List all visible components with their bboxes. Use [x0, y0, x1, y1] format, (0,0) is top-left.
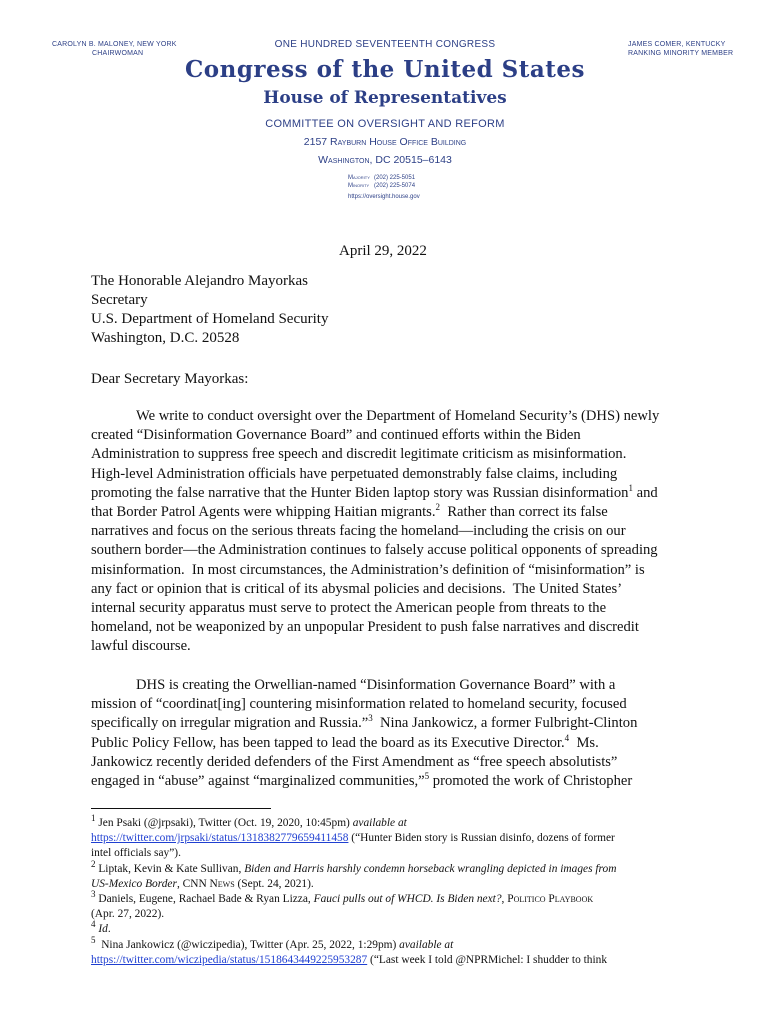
majority-label: Majority [348, 175, 370, 181]
footnote-number: 2 [91, 858, 96, 869]
text-line: misinformation. In most circumstances, the Administration’s definition of “misinformation” is [91, 561, 645, 578]
text-segment: engaged in “abuse” against “marginalized communities,” [91, 773, 425, 790]
footnote-4: $^4$ Id. [91, 919, 111, 936]
text-segment: promoting the false narrative that the Hunter Biden laptop story was Russian disinformation [91, 484, 629, 501]
footnote-3-cont: (Apr. 27, 2022). [91, 908, 165, 921]
footnote-ref-4: 4 [564, 732, 570, 743]
footnote-2-cont [91, 877, 691, 892]
text-segment: Nina Jankowicz, a former Fulbright-Clinton [372, 715, 638, 732]
footnote-text: (“Last week I told @NPRMichel: I shudder to think [367, 953, 608, 966]
text-line [91, 503, 685, 522]
footnote-text: Liptak, Kevin & Kate Sullivan, [95, 862, 245, 875]
text-line: lawful discourse. [91, 638, 191, 655]
text-line: internal security apparatus must serve to protect the American people from threats to the [91, 600, 607, 617]
text-segment: specifically on irregular migration and Russia.” [91, 715, 369, 732]
minority-label: Minority [348, 183, 370, 189]
text-line: any fact or opinion that is critical of its abysmal policies and decisions. The United States’ [91, 580, 623, 597]
footnote-text: Politico Playbook [507, 893, 594, 906]
recipient-address [91, 272, 328, 348]
text-line: mission of “coordinat[ing] countering misinformation related to homeland security, focused [91, 696, 627, 713]
majority-phone: (202) 225-5051 [374, 175, 416, 181]
footnote-text: , CNN [176, 877, 210, 890]
paragraph-2 [91, 676, 685, 791]
footnote-text: (Sept. 24, 2021). [234, 877, 314, 890]
committee-name: COMMITTEE ON OVERSIGHT AND REFORM [265, 118, 505, 130]
recipient-line: U.S. Department of Homeland Security [91, 311, 329, 327]
text-line: High-level Administration officials have perpetuated demonstrably false claims, including [91, 465, 618, 482]
footnote-text: available at [352, 817, 407, 829]
footnote-text: News [209, 877, 235, 890]
recipient-line: The Honorable Alejandro Mayorkas [91, 273, 309, 289]
footnote-number: 4 [91, 919, 96, 930]
footnote-5-cont [91, 953, 691, 968]
paragraph-1 [91, 407, 685, 657]
footnote-number: 1 [91, 813, 96, 824]
chair-title: CHAIRWOMAN [92, 50, 144, 57]
footnote-ref-3: 3 [368, 713, 373, 724]
chair-name: CAROLYN B. MALONEY, NEW YORK [52, 41, 177, 48]
letter-date: April 29, 2022 [339, 243, 427, 259]
committee-address-1: 2157 Rayburn House Office Building [303, 136, 467, 148]
footnote-text: Jen Psaki (@jrpsaki), Twitter (Oct. 19, 2020, 10:45pm) [95, 817, 353, 829]
text-line: created “Disinformation Governance Board” and continued efforts within the Biden [91, 427, 581, 444]
text-line: We write to conduct oversight over the Department of Homeland Security’s (DHS) newly [136, 408, 660, 424]
text-line [91, 772, 685, 791]
footnote-text: (“Hunter Biden story is Russian disinfo, dozens of former [348, 832, 615, 845]
committee-address-2: Washington, DC 20515–6143 [318, 154, 452, 166]
footnote-text: Daniels, Eugene, Rachael Bade & Ryan Lizza, [95, 893, 314, 906]
footnote-ref-5: 5 [424, 771, 430, 782]
recipient-line: Secretary [91, 292, 148, 308]
text-line [91, 484, 685, 503]
house-title: House of Representatives [263, 88, 507, 108]
footnote-ref-2: 2 [435, 502, 441, 513]
congress-heading: ONE HUNDRED SEVENTEENTH CONGRESS [274, 39, 496, 50]
salutation: Dear Secretary Mayorkas: [91, 371, 249, 387]
text-line: narratives and focus on the serious threats facing the homeland—including the crisis on our [91, 523, 626, 540]
footnote-5 [91, 934, 691, 953]
text-line: DHS is creating the Orwellian-named “Disinformation Governance Board” with a [136, 677, 616, 693]
footnote-text: available at [399, 938, 454, 951]
footnote-divider [91, 808, 271, 809]
minority-phone: (202) 225-5074 [374, 183, 416, 189]
footnote-number: 3 [91, 889, 96, 900]
footnote-1-link[interactable]: https://twitter.com/jrpsaki/status/1318382779659411458 [91, 832, 349, 845]
committee-website: https://oversight.house.gov [348, 194, 420, 200]
footnote-text: US-Mexico Border [91, 877, 177, 890]
recipient-line: Washington, D.C. 20528 [91, 330, 240, 346]
footnote-5-link[interactable]: https://twitter.com/wiczipedia/status/1518643449225953287 [91, 953, 368, 966]
text-line: southern border—the Administration continues to falsely accuse political opponents of spreading [91, 542, 658, 559]
footnote-3 [91, 889, 691, 907]
text-segment: that Border Patrol Agents were whipping Haitian migrants. [91, 504, 436, 521]
footnotes [91, 813, 691, 968]
footnote-text: Nina Jankowicz (@wiczipedia), Twitter (Apr. 25, 2022, 1:29pm) [95, 938, 400, 951]
ranking-title: RANKING MINORITY MEMBER [628, 50, 734, 57]
text-segment: Public Policy Fellow, has been tapped to lead the board as its Executive Director. [91, 734, 565, 751]
footnote-1-cont: intel officials say”). [91, 847, 181, 860]
footnote-2 [91, 858, 691, 877]
footnote-text: , [501, 893, 508, 906]
text-line: homeland, not be weaponized by an unpopular President to push false narratives and discredit [91, 619, 639, 636]
text-line [91, 714, 685, 733]
congress-title: Congress of the United States [184, 56, 586, 83]
footnote-text: Fauci pulls out of WHCD. Is Biden next? [313, 893, 502, 906]
phone-numbers [348, 174, 415, 190]
text-line: Jankowicz recently derided defenders of the First Amendment as “free speech absolutists” [91, 753, 618, 770]
footnote-text: Id [98, 923, 108, 936]
footnote-text: Biden and Harris harshly condemn horseback wrangling depicted in images from [244, 862, 617, 875]
text-segment: Rather than correct its false [440, 504, 608, 521]
text-line [91, 734, 685, 753]
text-segment: and [636, 484, 658, 501]
footnote-1-cont [91, 831, 691, 846]
text-segment: Ms. [569, 734, 599, 751]
footnote-ref-1: 1 [628, 482, 633, 493]
text-segment: promoted the work of Christopher [429, 773, 633, 790]
ranking-name: JAMES COMER, KENTUCKY [628, 41, 726, 48]
text-line: Administration to suppress free speech and discredit legitimate criticism as misinformation. [91, 446, 627, 463]
footnote-number: 5 [91, 934, 96, 945]
footnote-1 [91, 813, 691, 831]
